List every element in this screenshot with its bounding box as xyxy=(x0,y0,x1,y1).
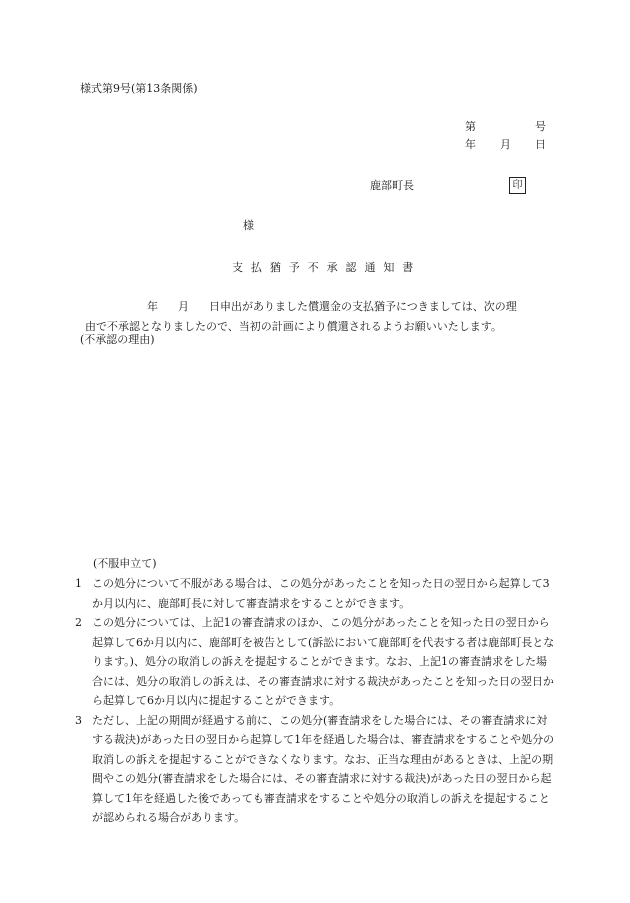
objection-item xyxy=(75,711,555,828)
date-day-label: 日 xyxy=(535,138,546,151)
body-line-1-text: 日申出がありました償還金の支払猶予につきましては、次の理 xyxy=(209,300,517,313)
body-paragraph xyxy=(85,297,560,337)
addressee-honorific: 様 xyxy=(243,219,254,232)
objection-items xyxy=(75,574,555,828)
objection-heading: (不服申立て) xyxy=(93,557,157,570)
seal-stamp: 印 xyxy=(509,177,526,194)
issuer-title: 鹿部町長 xyxy=(370,179,414,192)
body-month-label: 月 xyxy=(178,300,189,313)
item-text: この処分については、上記1の審査請求のほか、この処分があったことを知った日の翌日から起算して6か月以内に、鹿部町を被告として(訴訟において鹿部町を代表する者は鹿部町長となります。)、処分の取消しの訴えを提起することができます。なお、上記1の審査請求をした場合には、処分の取消しの訴えは、その審査請求に対する裁決があったことを知った日の翌日から起算して6か月以内に提起することができます。 xyxy=(92,616,555,707)
item-text: この処分について不服がある場合は、この処分があったことを知った日の翌日から起算して3か月以内に、鹿部町長に対して審査請求をすることができます。 xyxy=(92,577,550,610)
body-line-2: 由で不承認となりましたので、当初の計画により償還されるようお願いいたします。 xyxy=(85,320,502,333)
objection-item xyxy=(75,613,555,711)
document-title: 支払猶予不承認通知書 xyxy=(232,261,422,274)
date-year-label: 年 xyxy=(465,138,476,151)
document-number-prefix: 第 xyxy=(465,120,476,133)
item-number: 2 xyxy=(75,616,82,629)
reason-heading: (不承認の理由) xyxy=(80,333,155,346)
date-month-label: 月 xyxy=(500,138,511,151)
item-number: 3 xyxy=(75,713,82,727)
item-text: ただし、上記の期間が経過する前に、この処分(審査請求をした場合には、その審査請求に対する裁決)があった日の翌日から起算して1年を経過した場合は、審査請求をすることや処分の取消しの訴えを提起することができなくなります。なお、正当な理由があるときは、上記の期間やこの処分(審査請求をした場合には、その審査請求に対する裁決)があった日の翌日から起算して1年を経過した後であっても審査請求をすることや処分の取消しの訴えを提起することが認められる場合があります。 xyxy=(92,713,555,824)
body-line-1 xyxy=(85,297,560,317)
form-number: 様式第9号(第13条関係) xyxy=(80,82,198,95)
document-number-suffix: 号 xyxy=(535,120,546,133)
objection-item xyxy=(75,574,555,613)
body-year-label: 年 xyxy=(147,300,158,313)
item-number: 1 xyxy=(75,577,82,590)
